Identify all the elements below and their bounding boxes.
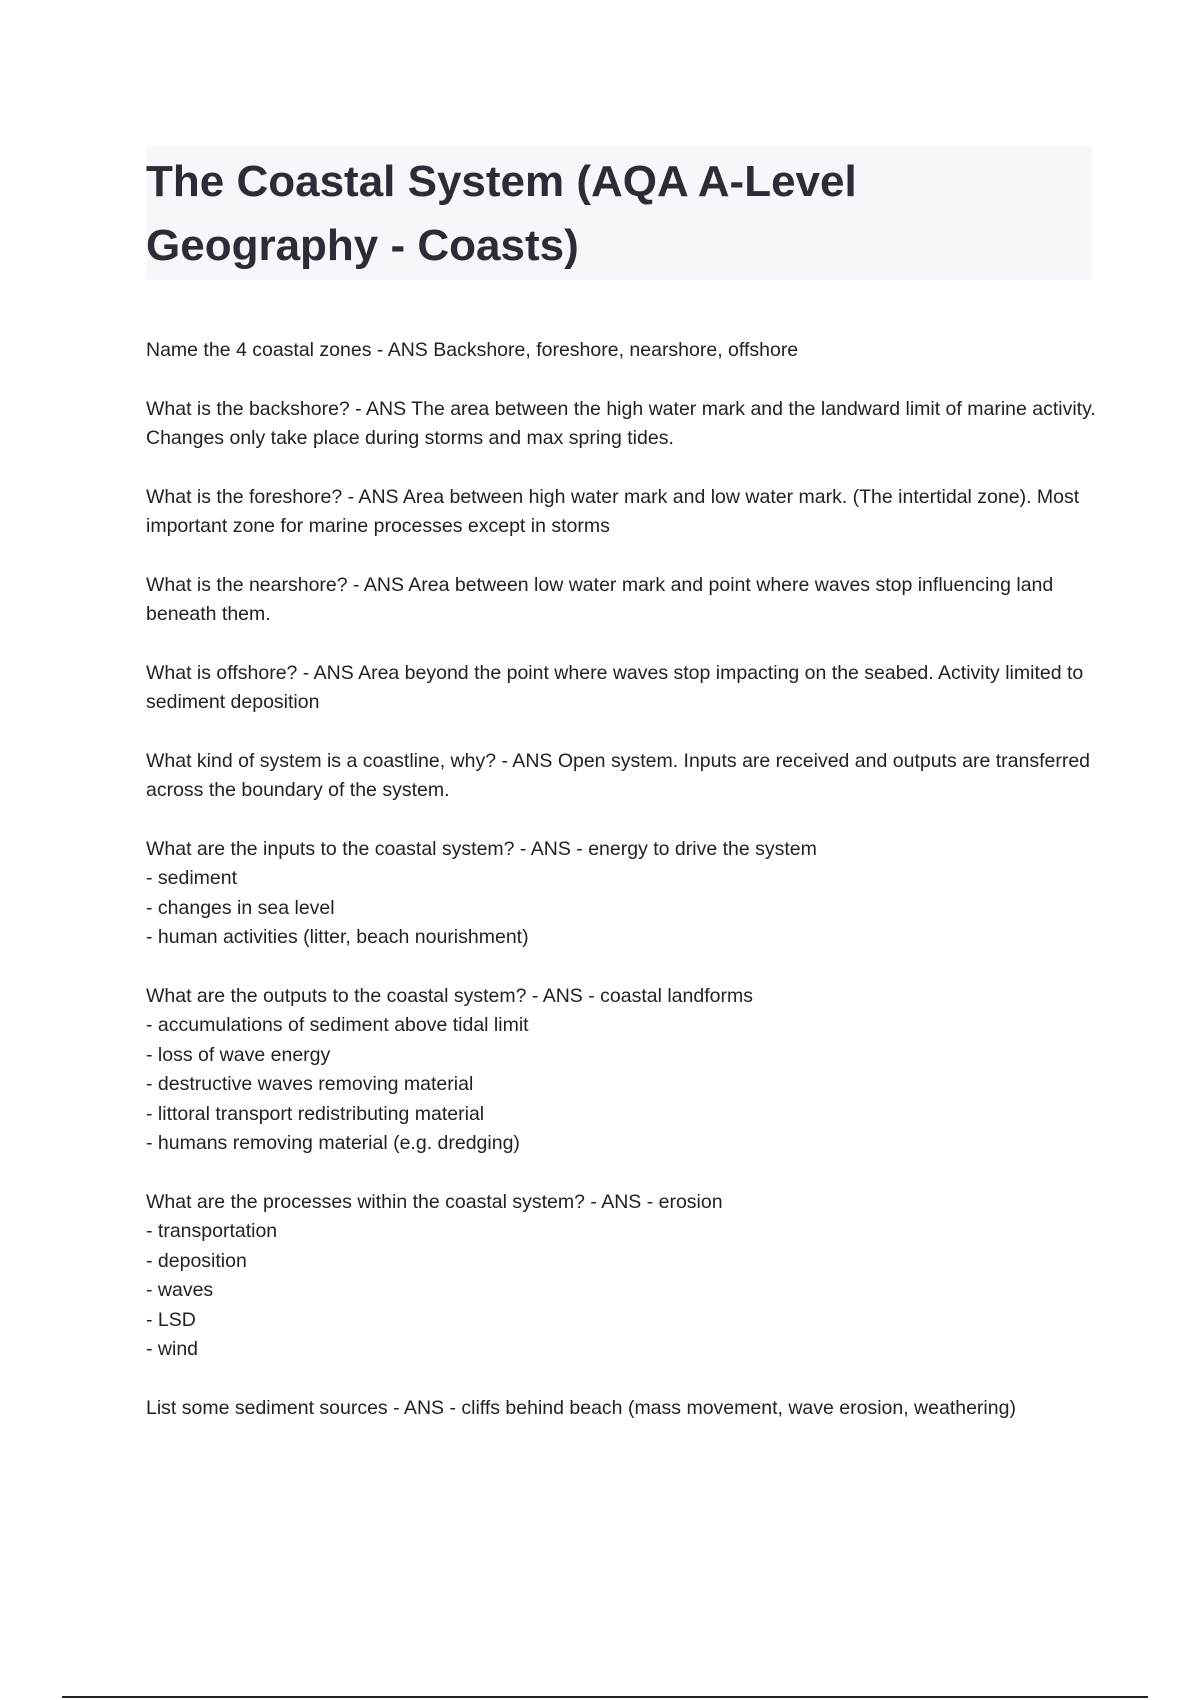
qa-item: What are the inputs to the coastal system? - ANS - energy to drive the system - sediment - changes in sea level - human activities (litter, beach nourishment) <box>146 837 817 948</box>
qa-item: What is the foreshore? - ANS Area between high water mark and low water mark. (The intertidal zone). Most important zone for marine processes except in storms <box>146 485 1080 537</box>
qa-list <box>146 336 1106 1452</box>
title-banner <box>146 146 1092 280</box>
qa-item: What are the outputs to the coastal system? - ANS - coastal landforms - accumulations of sediment above tidal limit - loss of wave energy - destructive waves removing material - littoral transport redistributing material - humans removing material (e.g. dredging) <box>146 984 753 1154</box>
qa-item: List some sediment sources - ANS - cliffs behind beach (mass movement, wave erosion, weathering) <box>146 1396 1016 1419</box>
qa-item: Name the 4 coastal zones - ANS Backshore, foreshore, nearshore, offshore <box>146 339 799 361</box>
qa-item: What is the backshore? - ANS The area between the high water mark and the landward limit of marine activity. Changes only take place during storms and max spring tides. <box>146 397 1096 449</box>
qa-item: What is the nearshore? - ANS Area between low water mark and point where waves stop influencing land beneath them. <box>146 573 1054 625</box>
qa-item: What are the processes within the coastal system? - ANS - erosion - transportation - deposition - waves - LSD - wind <box>146 1190 723 1360</box>
document-title: The Coastal System (AQA A-Level Geography - Coasts) <box>146 157 857 270</box>
footer-divider <box>62 1696 1148 1698</box>
qa-item: What is offshore? - ANS Area beyond the point where waves stop impacting on the seabed. Activity limited to sediment deposition <box>146 661 1084 713</box>
qa-item: What kind of system is a coastline, why? - ANS Open system. Inputs are received and outputs are transferred across the boundary of the system. <box>146 749 1091 801</box>
